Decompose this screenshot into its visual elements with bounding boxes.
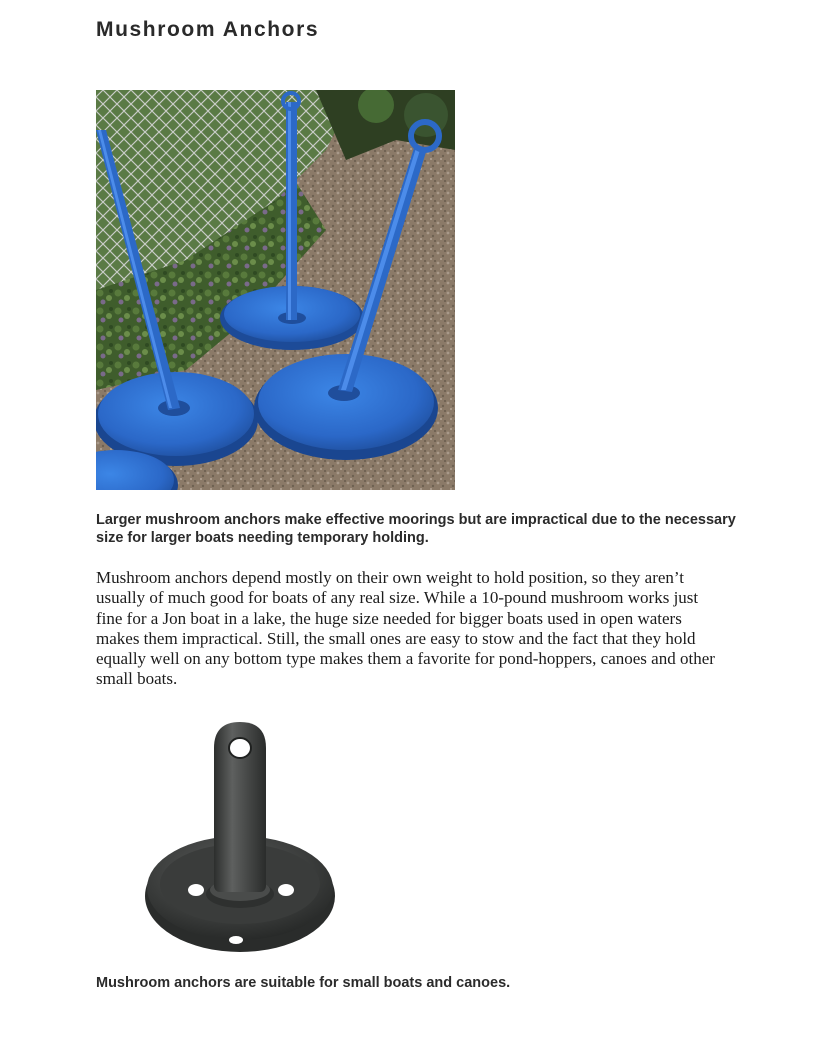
article-paragraph: Mushroom anchors depend mostly on their own weight to hold position, so they aren’t usually of much good for boats of any real size. While a 10-pound mushroom works just fine for a Jon boat in a lake, the huge size needed for bigger boats used in open waters makes them impractical. Still, the small ones are easy to stow and the fact that they hold equally well on any bottom type makes them a favorite for pond-hoppers, canoes and other small boats.	[96, 568, 715, 689]
figure-caption: Larger mushroom anchors make effective moorings but are impractical due to the necessary size for larger boats needing temporary holding.	[96, 512, 736, 546]
page-title: Mushroom Anchors	[96, 18, 320, 41]
figure-caption: Mushroom anchors are suitable for small boats and canoes.	[96, 975, 511, 991]
black-mushroom-anchor-product	[140, 718, 340, 958]
blue-mushroom-anchors-photo	[96, 90, 455, 490]
